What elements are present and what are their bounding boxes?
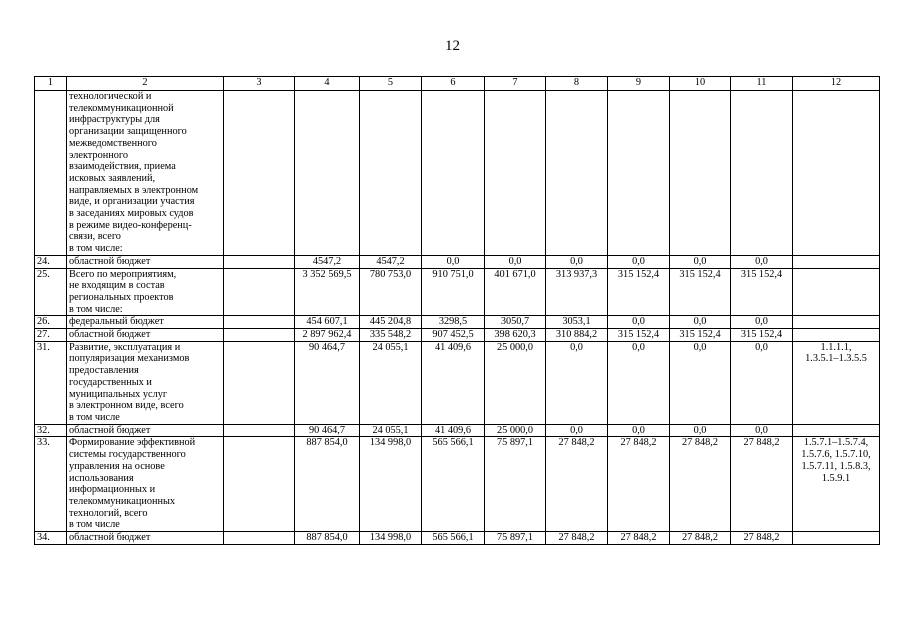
row-name-line: межведомственного: [69, 137, 157, 149]
column-header: 7: [485, 77, 546, 91]
value-cell-c3: [224, 437, 295, 532]
value-cell-c5: [360, 91, 422, 256]
indicator-code-line: 1.5.9.1: [821, 472, 851, 484]
column-header: 3: [224, 77, 295, 91]
value-cell-c5: 4547,2: [360, 255, 422, 268]
row-number: 33.: [35, 437, 67, 532]
row-name: [67, 268, 224, 316]
value-cell-c11: 0,0: [731, 316, 793, 329]
row-name-line: в том числе:: [69, 243, 123, 255]
value-cell-c5: 134 998,0: [360, 437, 422, 532]
value-cell-c3: [224, 532, 295, 545]
value-cell-c8: 0,0: [546, 255, 608, 268]
value-cell-c10: 0,0: [670, 255, 731, 268]
value-cell-c4: [295, 91, 360, 256]
row-name-line: инфраструктуры для: [69, 114, 160, 126]
value-cell-c10: 315 152,4: [670, 329, 731, 342]
value-cell-c10: [670, 91, 731, 256]
page-number: 12: [445, 38, 460, 54]
table-body: [35, 91, 880, 545]
indicator-code-line: 1.1.1.1,: [820, 341, 852, 353]
value-cell-c7: 75 897,1: [485, 437, 546, 532]
value-cell-c5: 445 204,8: [360, 316, 422, 329]
value-cell-c5: 335 548,2: [360, 329, 422, 342]
value-cell-c7: 398 620,3: [485, 329, 546, 342]
column-header: 5: [360, 77, 422, 91]
value-cell-c7: 75 897,1: [485, 532, 546, 545]
value-cell-c8: 0,0: [546, 341, 608, 424]
value-cell-c11: 27 848,2: [731, 437, 793, 532]
value-cell-c10: 0,0: [670, 341, 731, 424]
value-cell-c10: 27 848,2: [670, 437, 731, 532]
value-cell-c9: 315 152,4: [608, 329, 670, 342]
value-cell-c4: 454 607,1: [295, 316, 360, 329]
indicator-codes: [793, 268, 880, 316]
row-name-line: виде, и организации участия: [69, 196, 195, 208]
value-cell-c5: 134 998,0: [360, 532, 422, 545]
value-cell-c10: 0,0: [670, 424, 731, 437]
row-name-line: телекоммуникационных: [69, 495, 176, 507]
indicator-codes: [793, 255, 880, 268]
value-cell-c4: 90 464,7: [295, 341, 360, 424]
value-cell-c4: 4547,2: [295, 255, 360, 268]
row-name: [67, 91, 224, 256]
value-cell-c9: 27 848,2: [608, 532, 670, 545]
value-cell-c3: [224, 329, 295, 342]
row-name-line: областной бюджет: [69, 329, 151, 341]
row-name-line: в электронном виде, всего: [69, 400, 184, 412]
value-cell-c9: 0,0: [608, 424, 670, 437]
row-name-line: Развитие, эксплуатация и: [69, 341, 181, 353]
row-name-line: предоставления: [69, 365, 139, 377]
header-row: [35, 77, 880, 91]
row-number: 26.: [35, 316, 67, 329]
row-name-line: взаимодействия, приема: [69, 161, 176, 173]
row-name-line: технологической и: [69, 91, 152, 102]
value-cell-c6: 907 452,5: [422, 329, 485, 342]
value-cell-c8: 310 884,2: [546, 329, 608, 342]
row-name: [67, 437, 224, 532]
value-cell-c7: [485, 91, 546, 256]
row-name-line: связи, всего: [69, 231, 121, 243]
row-name-line: Всего по мероприятиям,: [69, 268, 177, 280]
indicator-codes: [793, 532, 880, 545]
table-row: [35, 91, 880, 256]
row-number: 31.: [35, 341, 67, 424]
table-row: [35, 424, 880, 437]
row-name-line: в том числе: [69, 411, 120, 423]
value-cell-c3: [224, 255, 295, 268]
value-cell-c7: 25 000,0: [485, 424, 546, 437]
value-cell-c4: 90 464,7: [295, 424, 360, 437]
value-cell-c8: 0,0: [546, 424, 608, 437]
row-name: [67, 341, 224, 424]
column-header: 9: [608, 77, 670, 91]
row-name-line: использования: [69, 472, 134, 484]
row-name-line: в том числе:: [69, 303, 123, 315]
column-header: 8: [546, 77, 608, 91]
value-cell-c10: 27 848,2: [670, 532, 731, 545]
table-row: [35, 316, 880, 329]
row-name-line: электронного: [69, 149, 129, 161]
row-number: [35, 91, 67, 256]
value-cell-c3: [224, 268, 295, 316]
value-cell-c11: [731, 91, 793, 256]
value-cell-c11: 315 152,4: [731, 268, 793, 316]
row-name-line: в том числе: [69, 519, 120, 531]
value-cell-c5: 780 753,0: [360, 268, 422, 316]
indicator-codes: [793, 437, 880, 532]
value-cell-c4: 3 352 569,5: [295, 268, 360, 316]
row-name-line: региональных проектов: [69, 291, 174, 303]
row-name: [67, 316, 224, 329]
value-cell-c7: 0,0: [485, 255, 546, 268]
value-cell-c7: 25 000,0: [485, 341, 546, 424]
row-name: [67, 424, 224, 437]
value-cell-c6: 41 409,6: [422, 424, 485, 437]
row-name-line: организации защищенного: [69, 126, 187, 138]
value-cell-c6: 565 566,1: [422, 532, 485, 545]
row-name-line: муниципальных услуг: [69, 388, 168, 400]
value-cell-c9: 27 848,2: [608, 437, 670, 532]
row-name: [67, 532, 224, 545]
column-header: 1: [35, 77, 67, 91]
indicator-code-line: 1.3.5.1–1.3.5.5: [805, 353, 867, 365]
row-name-line: не входящим в состав: [69, 280, 165, 292]
value-cell-c5: 24 055,1: [360, 341, 422, 424]
value-cell-c8: 313 937,3: [546, 268, 608, 316]
value-cell-c11: 27 848,2: [731, 532, 793, 545]
row-name: [67, 329, 224, 342]
value-cell-c11: 0,0: [731, 341, 793, 424]
row-name-line: телекоммуникационной: [69, 102, 174, 114]
value-cell-c6: 565 566,1: [422, 437, 485, 532]
value-cell-c11: 315 152,4: [731, 329, 793, 342]
value-cell-c6: 910 751,0: [422, 268, 485, 316]
column-header: 2: [67, 77, 224, 91]
row-number: 24.: [35, 255, 67, 268]
indicator-code-line: 1.5.7.1–1.5.7.4,: [803, 437, 869, 449]
value-cell-c6: 3298,5: [422, 316, 485, 329]
value-cell-c3: [224, 316, 295, 329]
value-cell-c5: 24 055,1: [360, 424, 422, 437]
column-header: 12: [793, 77, 880, 91]
table-row: [35, 532, 880, 545]
row-name-line: в режиме видео-конференц-: [69, 219, 192, 231]
row-name-line: системы государственного: [69, 449, 186, 461]
row-number: 32.: [35, 424, 67, 437]
row-number: 34.: [35, 532, 67, 545]
row-name-line: направляемых в электронном: [69, 184, 199, 196]
row-name-line: технологий, всего: [69, 507, 148, 519]
row-name-line: областной бюджет: [69, 255, 151, 267]
value-cell-c7: 401 671,0: [485, 268, 546, 316]
row-name-line: государственных и: [69, 376, 152, 388]
row-name-line: информационных и: [69, 484, 156, 496]
row-name-line: исковых заявлений,: [69, 172, 156, 184]
column-header: 11: [731, 77, 793, 91]
indicator-code-line: 1.5.7.6, 1.5.7.10,: [801, 449, 871, 461]
row-number: 25.: [35, 268, 67, 316]
value-cell-c10: 0,0: [670, 316, 731, 329]
value-cell-c6: 0,0: [422, 255, 485, 268]
table-row: [35, 268, 880, 316]
value-cell-c9: 0,0: [608, 255, 670, 268]
value-cell-c8: 27 848,2: [546, 437, 608, 532]
value-cell-c8: [546, 91, 608, 256]
value-cell-c9: [608, 91, 670, 256]
row-number: 27.: [35, 329, 67, 342]
row-name-line: в заседаниях мировых судов: [69, 208, 194, 220]
row-name-line: областной бюджет: [69, 424, 151, 436]
row-name-line: федеральный бюджет: [69, 316, 164, 328]
value-cell-c3: [224, 91, 295, 256]
table-row: [35, 255, 880, 268]
row-name-line: областной бюджет: [69, 532, 151, 544]
value-cell-c4: 887 854,0: [295, 532, 360, 545]
value-cell-c3: [224, 341, 295, 424]
value-cell-c8: 27 848,2: [546, 532, 608, 545]
value-cell-c11: 0,0: [731, 424, 793, 437]
column-header: 4: [295, 77, 360, 91]
value-cell-c3: [224, 424, 295, 437]
value-cell-c11: 0,0: [731, 255, 793, 268]
indicator-code-line: 1.5.7.11, 1.5.8.3,: [801, 460, 871, 472]
value-cell-c9: 315 152,4: [608, 268, 670, 316]
value-cell-c10: 315 152,4: [670, 268, 731, 316]
column-header: 6: [422, 77, 485, 91]
row-name-line: популяризация механизмов: [69, 353, 190, 365]
value-cell-c9: 0,0: [608, 316, 670, 329]
value-cell-c4: 2 897 962,4: [295, 329, 360, 342]
indicator-codes: [793, 424, 880, 437]
row-name-line: управления на основе: [69, 460, 165, 472]
value-cell-c9: 0,0: [608, 341, 670, 424]
row-name: [67, 255, 224, 268]
indicator-codes: [793, 91, 880, 256]
row-name-line: Формирование эффективной: [69, 437, 196, 449]
indicator-codes: [793, 341, 880, 424]
value-cell-c6: [422, 91, 485, 256]
value-cell-c4: 887 854,0: [295, 437, 360, 532]
column-header: 10: [670, 77, 731, 91]
budget-table: [34, 76, 880, 545]
indicator-codes: [793, 316, 880, 329]
indicator-codes: [793, 329, 880, 342]
value-cell-c6: 41 409,6: [422, 341, 485, 424]
value-cell-c7: 3050,7: [485, 316, 546, 329]
table-row: [35, 341, 880, 424]
value-cell-c8: 3053,1: [546, 316, 608, 329]
table-row: [35, 329, 880, 342]
table-row: [35, 437, 880, 532]
